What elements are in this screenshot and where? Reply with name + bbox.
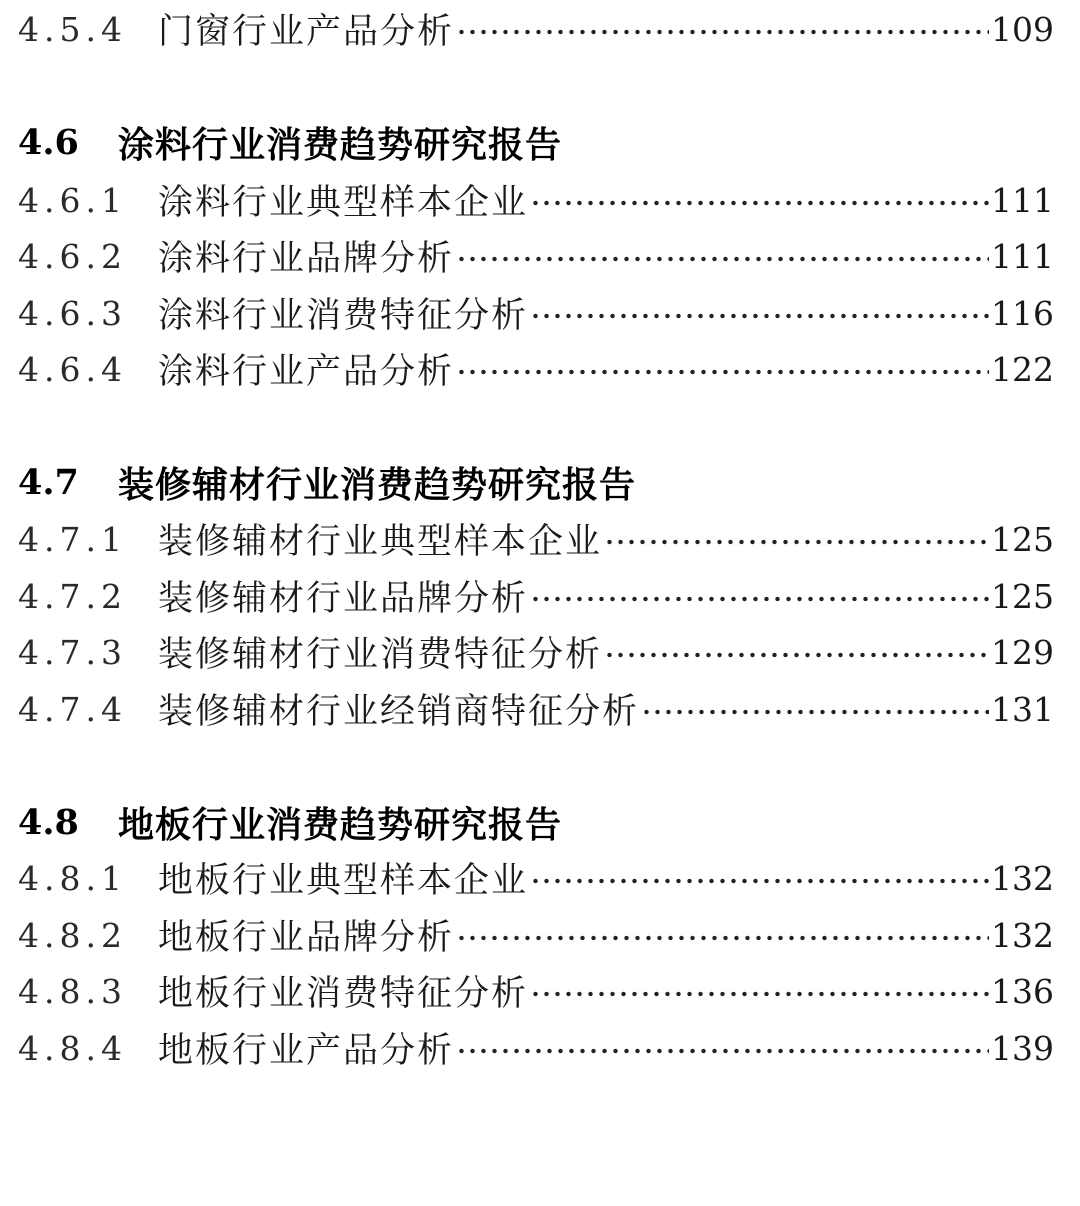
toc-entry[interactable]	[18, 175, 1054, 225]
entry-number: 4.8.4	[18, 1028, 127, 1068]
dot-leader	[530, 878, 989, 884]
toc-entry[interactable]	[18, 910, 1054, 960]
entry-number: 4.8.2	[18, 915, 127, 955]
toc-entry[interactable]	[18, 1023, 1054, 1073]
section-number: 4.6	[18, 121, 79, 163]
toc-entry[interactable]	[18, 344, 1054, 394]
entry-title: 涂料行业品牌分析	[158, 239, 455, 279]
entry-title: 地板行业产品分析	[158, 1031, 455, 1071]
toc-entry[interactable]	[18, 627, 1054, 677]
dot-leader	[641, 709, 989, 715]
toc-entry[interactable]	[18, 966, 1054, 1016]
entry-title: 装修辅材行业消费特征分析	[158, 635, 603, 675]
page-number: 122	[991, 349, 1054, 389]
section-heading[interactable]	[18, 794, 1054, 850]
section-title: 装修辅材行业消费趋势研究报告	[118, 463, 637, 506]
toc-entry[interactable]	[18, 571, 1054, 621]
page-number: 131	[991, 689, 1054, 729]
entry-number: 4.5.4	[18, 9, 127, 49]
section-title: 地板行业消费趋势研究报告	[118, 803, 563, 846]
dot-leader	[530, 991, 989, 997]
page-number: 139	[991, 1028, 1054, 1068]
dot-leader	[456, 369, 989, 375]
entry-title: 地板行业品牌分析	[158, 918, 455, 958]
page-number: 136	[991, 971, 1054, 1011]
entry-number: 4.6.2	[18, 236, 127, 276]
entry-number: 4.6.3	[18, 293, 127, 333]
page-number: 111	[991, 236, 1054, 276]
entry-title: 涂料行业消费特征分析	[158, 296, 529, 336]
page-number: 129	[991, 632, 1054, 672]
entry-number: 4.6.1	[18, 180, 127, 220]
dot-leader	[604, 539, 989, 545]
toc-entry[interactable]	[18, 853, 1054, 903]
toc-entry[interactable]	[18, 4, 1054, 54]
entry-number: 4.7.4	[18, 689, 127, 729]
page-number: 132	[991, 915, 1054, 955]
dot-leader	[604, 652, 989, 658]
entry-number: 4.7.3	[18, 632, 127, 672]
toc-entry[interactable]	[18, 514, 1054, 564]
entry-title: 装修辅材行业品牌分析	[158, 579, 529, 619]
entry-number: 4.7.1	[18, 519, 127, 559]
page-number: 125	[991, 576, 1054, 616]
entry-title: 装修辅材行业经销商特征分析	[158, 692, 640, 732]
section-heading[interactable]	[18, 114, 1054, 170]
dot-leader	[456, 29, 989, 35]
section-heading[interactable]	[18, 454, 1054, 510]
page-number: 109	[991, 9, 1054, 49]
section-title: 涂料行业消费趋势研究报告	[118, 123, 563, 166]
toc-entry[interactable]	[18, 231, 1054, 281]
entry-title: 涂料行业产品分析	[158, 352, 455, 392]
section-number: 4.7	[18, 461, 79, 503]
dot-leader	[456, 1048, 989, 1054]
entry-title: 地板行业消费特征分析	[158, 974, 529, 1014]
page-number: 111	[991, 180, 1054, 220]
entry-title: 装修辅材行业典型样本企业	[158, 522, 603, 562]
page-number: 116	[991, 293, 1054, 333]
dot-leader	[530, 313, 989, 319]
page-number: 132	[991, 858, 1054, 898]
dot-leader	[530, 200, 989, 206]
dot-leader	[456, 935, 989, 941]
toc-entry[interactable]	[18, 288, 1054, 338]
entry-number: 4.8.3	[18, 971, 127, 1011]
entry-number: 4.6.4	[18, 349, 127, 389]
entry-number: 4.7.2	[18, 576, 127, 616]
entry-title: 涂料行业典型样本企业	[158, 183, 529, 223]
dot-leader	[456, 256, 989, 262]
section-number: 4.8	[18, 801, 79, 843]
entry-title: 地板行业典型样本企业	[158, 861, 529, 901]
entry-title: 门窗行业产品分析	[158, 12, 455, 52]
entry-number: 4.8.1	[18, 858, 127, 898]
toc-entry[interactable]	[18, 684, 1054, 734]
page-number: 125	[991, 519, 1054, 559]
dot-leader	[530, 596, 989, 602]
